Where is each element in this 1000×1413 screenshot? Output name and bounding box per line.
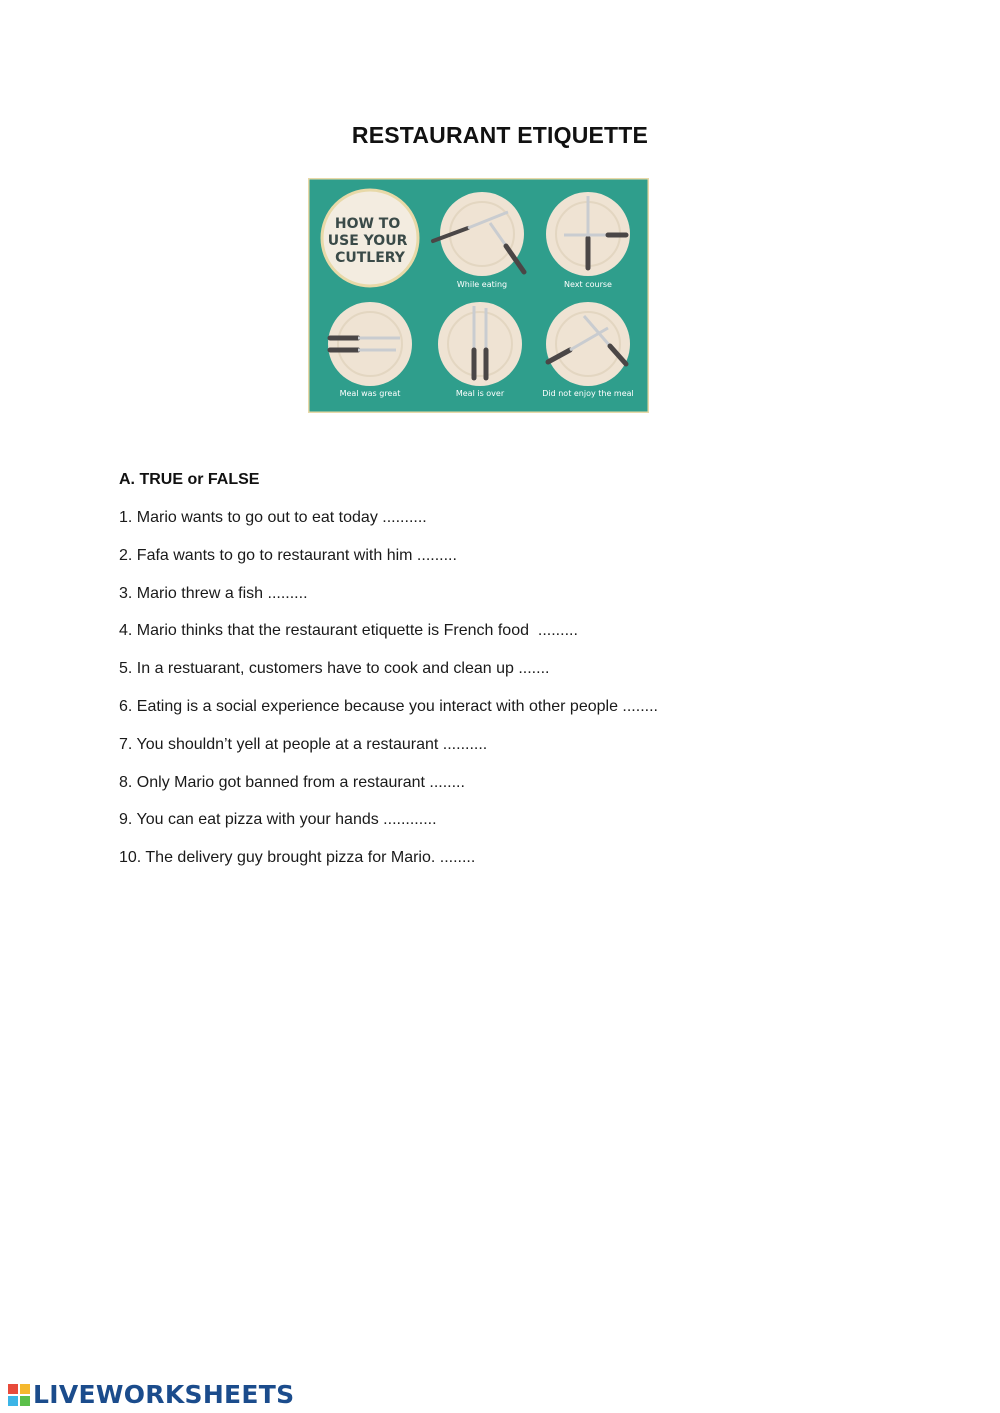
brand-name: LIVEWORKSHEETS — [33, 1380, 295, 1409]
caption-did-not-enjoy: Did not enjoy the meal — [542, 389, 634, 398]
heading-line-3: CUTLERY — [335, 250, 405, 266]
question-item: 8. Only Mario got banned from a restaurant ........ — [119, 773, 465, 791]
liveworksheets-logo[interactable] — [8, 1380, 294, 1409]
question-list — [119, 508, 658, 886]
caption-meal-was-great: Meal was great — [339, 389, 401, 398]
question-item: 10. The delivery guy brought pizza for Mario. ........ — [119, 849, 476, 867]
question-item: 7. You shouldn’t yell at people at a restaurant .......... — [119, 735, 488, 753]
question-item: 1. Mario wants to go out to eat today .......... — [119, 509, 427, 526]
caption-while-eating: While eating — [456, 280, 508, 289]
question-item: 6. Eating is a social experience because you interact with other people ........ — [119, 697, 658, 715]
question-item: 5. In a restuarant, customers have to cook and clean up ....... — [119, 660, 550, 678]
logo-blocks-icon — [8, 1384, 30, 1406]
svg-text:HOW TO USE YOUR CUTLER — [328, 216, 412, 266]
question-item: 9. You can eat pizza with your hands ............ — [119, 811, 437, 829]
section-heading: A. TRUE or FALSE — [119, 471, 260, 488]
heading-line-2: USE YOUR — [327, 233, 408, 249]
heading-line-1: HOW TO — [334, 216, 401, 232]
caption-next-course: Next course — [564, 280, 612, 289]
caption-meal-is-over: Meal is over — [455, 389, 505, 398]
question-item: 2. Fafa wants to go to restaurant with him ......... — [119, 546, 457, 564]
page-title: RESTAURANT ETIQUETTE — [351, 122, 649, 148]
cutlery-illustration — [308, 178, 649, 413]
question-item: 3. Mario threw a fish ......... — [119, 584, 308, 602]
question-item: 4. Mario thinks that the restaurant etiquette is French food ......... — [119, 622, 578, 640]
